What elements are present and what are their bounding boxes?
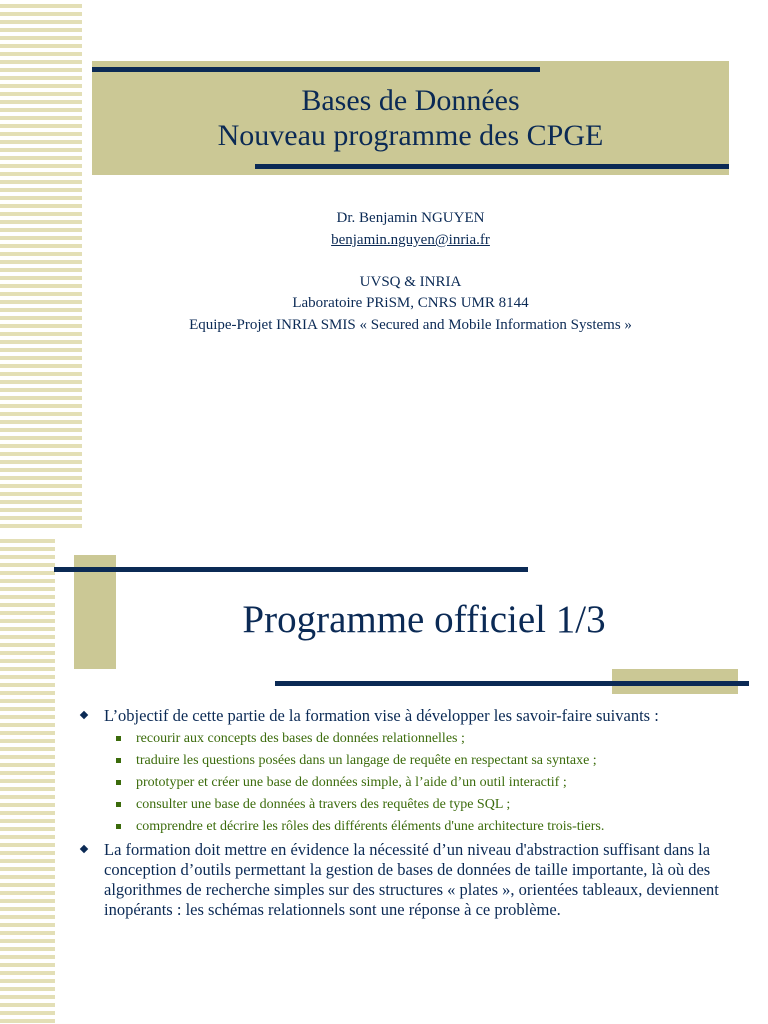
sub-bullet-item [78, 796, 738, 814]
title-bottom-bar [255, 164, 729, 169]
olive-block-left [74, 555, 116, 669]
left-stripe-decoration [0, 0, 82, 528]
sub-bullet-text: traduire les questions posées dans un langage de requête en respectant sa syntaxe ; [136, 753, 597, 768]
title-top-bar [92, 67, 540, 72]
square-bullet-icon [116, 824, 121, 829]
author-email[interactable] [92, 230, 729, 251]
heading-top-bar [54, 567, 528, 572]
diamond-bullet-icon [80, 845, 88, 853]
square-bullet-icon [116, 758, 121, 763]
sub-bullet-text: prototyper et créer une base de données simple, à l’aide d’un outil interactif ; [136, 775, 567, 790]
bullet-item [78, 840, 738, 920]
org-line1: UVSQ & INRIA [359, 274, 462, 290]
bullet-text: La formation doit mettre en évidence la nécessité d’un niveau d'abstraction suffisant dans la conception d’outils permettant la gestion de bases de données de taille importante, là où des algorithmes de recherche simples sur des structures « plates », orientées tableaux, deviennent inopérants : les schémas relationnels sont une réponse à ce problème. [104, 840, 719, 919]
slide-title-line2: Nouveau programme des CPGE [217, 119, 604, 152]
square-bullet-icon [116, 780, 121, 785]
slide-heading: Programme officiel 1/3 [242, 598, 606, 641]
org-line2: Laboratoire PRiSM, CNRS UMR 8144 [292, 295, 529, 311]
sub-bullet-text: recourir aux concepts des bases de données relationnelles ; [136, 731, 465, 746]
org-line3: Equipe-Projet INRIA SMIS « Secured and Mobile Information Systems » [189, 317, 632, 333]
sub-bullet-item [78, 752, 738, 770]
slide-title-line1: Bases de Données [301, 84, 520, 117]
sub-bullet-item [78, 730, 738, 748]
square-bullet-icon [116, 802, 121, 807]
bullet-list [78, 706, 738, 924]
title-box [92, 61, 729, 175]
sub-bullet-text: consulter une base de données à travers des requêtes de type SQL ; [136, 797, 511, 812]
email-link[interactable]: benjamin.nguyen@inria.fr [331, 232, 490, 248]
sub-bullet-item [78, 774, 738, 792]
square-bullet-icon [116, 736, 121, 741]
heading-bottom-bar [275, 681, 749, 686]
bullet-text: L’objectif de cette partie de la formation vise à développer les savoir-faire suivants : [104, 706, 659, 725]
sub-bullet-text: comprendre et décrire les rôles des différents éléments d'une architecture trois-tiers. [136, 819, 605, 834]
bullet-item [78, 706, 738, 726]
author-name: Dr. Benjamin NGUYEN [336, 210, 485, 226]
diamond-bullet-icon [80, 711, 88, 719]
left-stripe-decoration-2 [0, 535, 55, 1024]
sub-bullet-item [78, 818, 738, 836]
